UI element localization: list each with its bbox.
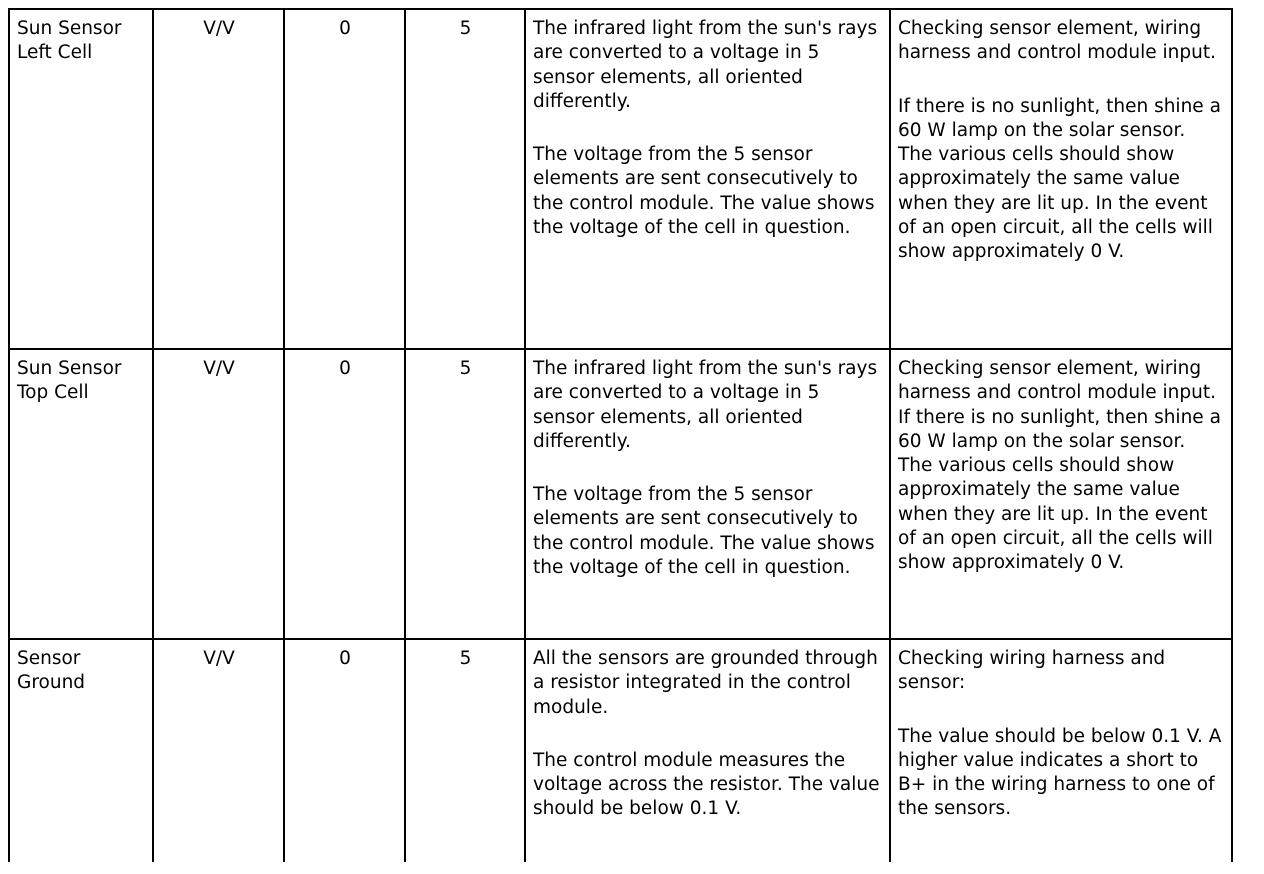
check-paragraph: Checking wiring harness and sensor: xyxy=(898,648,1166,694)
parameter-name: Sensor Ground xyxy=(9,639,153,862)
check-paragraph: The value should be below 0.1 V. A higher value indicates a short to B+ in the wiring harness to one of the sensors. xyxy=(898,725,1222,820)
check-paragraph: Checking sensor element, wiring harness and control module input. If there is no sunlight, then shine a 60 W lamp on the solar sensor. The various cells should show approximately the same value when they are lit up. In the event of an open circuit, all the cells will show approximately 0 V. xyxy=(898,358,1221,574)
table-row xyxy=(9,639,1232,862)
parameter-check xyxy=(890,639,1232,862)
check-paragraph: If there is no sunlight, then shine a 60 W lamp on the solar sensor. The various cells should show approximately the same value when they are lit up. In the event of an open circuit, all the cells will show approximately 0 V. xyxy=(898,95,1221,263)
description-paragraph: The voltage from the 5 sensor elements are sent consecutively to the control module. The value shows the voltage of the cell in question. xyxy=(533,144,875,239)
parameter-max: 5 xyxy=(405,349,525,639)
description-paragraph: The control module measures the voltage across the resistor. The value should be below 0.1 V. xyxy=(533,749,880,820)
description-paragraph: The voltage from the 5 sensor elements are sent consecutively to the control module. The value shows the voltage of the cell in question. xyxy=(533,484,875,579)
parameter-max: 5 xyxy=(405,639,525,862)
description-paragraph: The infrared light from the sun's rays are converted to a voltage in 5 sensor elements, all oriented differently. xyxy=(533,358,878,452)
table-row xyxy=(9,9,1232,349)
parameter-description xyxy=(525,639,890,862)
parameter-check xyxy=(890,349,1232,639)
parameter-unit: V/V xyxy=(153,349,284,639)
parameter-min: 0 xyxy=(284,9,405,349)
table-row xyxy=(9,349,1232,639)
parameter-unit: V/V xyxy=(153,9,284,349)
check-paragraph: Checking sensor element, wiring harness and control module input. xyxy=(898,18,1216,64)
parameter-min: 0 xyxy=(284,349,405,639)
parameter-description xyxy=(525,9,890,349)
parameter-description xyxy=(525,349,890,639)
parameter-min: 0 xyxy=(284,639,405,862)
description-paragraph: The infrared light from the sun's rays are converted to a voltage in 5 sensor elements, all oriented differently. xyxy=(533,18,878,112)
parameter-check xyxy=(890,9,1232,349)
parameter-name: Sun Sensor Top Cell xyxy=(9,349,153,639)
description-paragraph: All the sensors are grounded through a resistor integrated in the control module. xyxy=(533,648,878,718)
parameter-name: Sun Sensor Left Cell xyxy=(9,9,153,349)
parameter-table xyxy=(8,8,1233,862)
parameter-max: 5 xyxy=(405,9,525,349)
parameter-unit: V/V xyxy=(153,639,284,862)
